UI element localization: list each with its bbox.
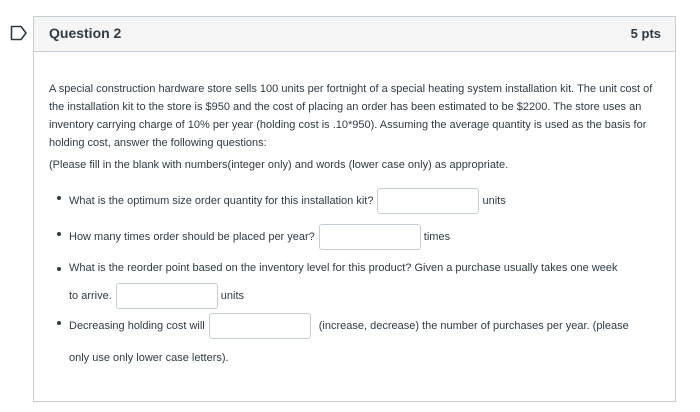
item-1-prompt: What is the optimum size order quantity for this installation kit?	[69, 195, 374, 207]
answer-input-2[interactable]	[319, 224, 421, 250]
flag-question-icon[interactable]	[10, 25, 28, 41]
question-points: 5 pts	[630, 26, 661, 41]
item-2-unit: times	[423, 231, 451, 243]
item-1-unit: units	[482, 195, 506, 207]
answer-input-3[interactable]	[116, 283, 218, 309]
answer-input-4[interactable]	[209, 313, 311, 339]
question-title: Question 2	[49, 25, 122, 41]
item-3-unit: units	[220, 290, 245, 302]
question-instructions: (Please fill in the blank with numbers(integer only) and words (lower case only) as appropriate.	[49, 159, 509, 171]
item-3-prompt-line1: What is the reorder point based on the inventory level for this product? Given a purchase usually takes one week	[69, 262, 618, 274]
item-4-options: (increase, decrease) the number of purchases per year. (please	[318, 320, 629, 332]
item-4-prompt: Decreasing holding cost will	[69, 320, 205, 332]
question-paragraph: A special construction hardware store sells 100 units per fortnight of a special heating system installation kit. The unit cost of the installation kit to the store is $950 and the cost of placing an order has been estimated to be $2200. The store uses an inventory carrying charge of 10% per year (holding cost is .10*950). Assuming the average quantity is used as the basis for holding cost, answer the following questions:	[49, 83, 653, 149]
list-item-2	[69, 224, 450, 250]
list-item-3	[69, 259, 617, 309]
list-item-4	[69, 313, 629, 367]
question-text	[49, 80, 661, 174]
item-2-prompt: How many times order should be placed per year?	[69, 231, 315, 243]
item-3-prompt-line2: to arrive.	[69, 290, 112, 302]
question-header	[34, 17, 675, 52]
list-item-1	[69, 188, 506, 214]
answer-input-1[interactable]	[377, 188, 479, 214]
item-4-note: only use only lower case letters).	[69, 352, 229, 364]
